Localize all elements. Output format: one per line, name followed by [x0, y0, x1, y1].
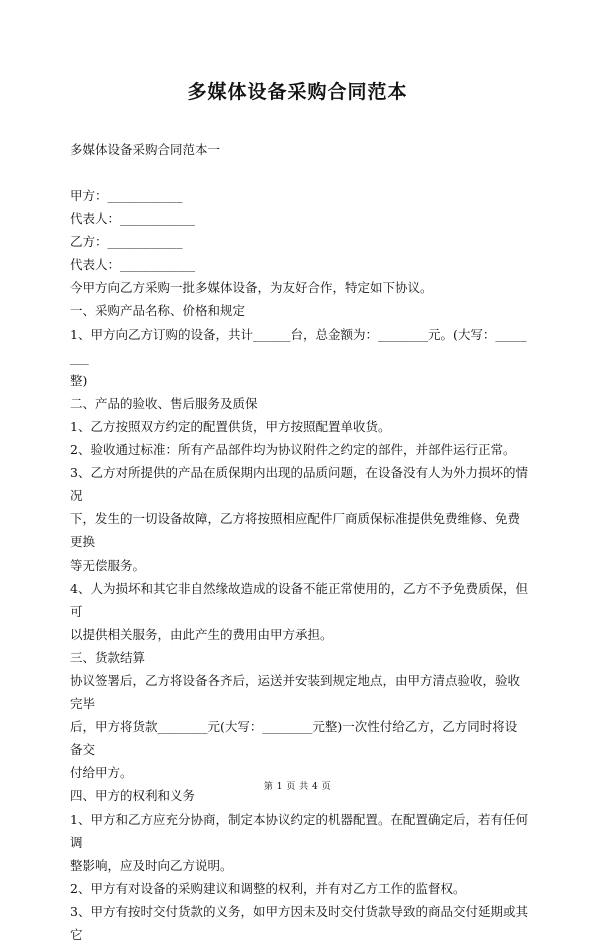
party-a-representative-line: 代表人：____________: [70, 211, 196, 227]
body-line: 1、乙方按照双方约定的配置供货，甲方按照配置单收货。: [70, 418, 391, 434]
page-footer: 第 1 页 共 4 页: [263, 782, 332, 792]
body-line: 付给甲方。: [70, 765, 133, 781]
body-line: 以提供相关服务，由此产生的费用由甲方承担。: [70, 626, 333, 642]
party-b-line: 乙方：____________: [70, 234, 183, 250]
intro-paragraph: 今甲方向乙方采购一批多媒体设备，为友好合作，特定如下协议。: [70, 280, 433, 296]
document-subtitle: 多媒体设备采购合同范本一: [70, 142, 221, 157]
body-line: 2、甲方有对设备的采购建议和调整的权利，并有对乙方工作的监督权。: [70, 880, 466, 896]
section-heading-4: 四、甲方的权利和义务: [70, 788, 196, 804]
body-line: 等无偿服务。: [70, 557, 146, 573]
body-line: 后，甲方将货款________元(大写：________元整)一次性付给乙方，乙方同时将设备交: [70, 719, 518, 758]
section-heading-2: 二、产品的验收、售后服务及质保: [70, 395, 258, 411]
body-line: 3、甲方有按时交付货款的义务，如甲方因未及时交付货款导致的商品交付延期或其它: [70, 903, 528, 942]
body-line: 下，发生的一切设备故障，乙方将按照相应配件厂商质保标准提供免费维修、免费更换: [70, 511, 521, 550]
body-line: 3、乙方对所提供的产品在质保期内出现的品质问题，在设备没有人为外力损坏的情况: [70, 465, 528, 504]
body-line: 1、甲方和乙方应充分协商，制定本协议约定的机器配置。在配置确定后，若有任何调: [70, 811, 528, 850]
body-line: 整): [70, 372, 88, 388]
document-body: [70, 184, 528, 946]
body-line: 4、人为损坏和其它非自然缘故造成的设备不能正常使用的，乙方不予免费质保，但可: [70, 580, 528, 619]
document-title: 多媒体设备采购合同范本: [187, 81, 408, 103]
party-a-line: 甲方：____________: [70, 188, 183, 203]
body-line: 协议签署后，乙方将设备各齐后，运送并安装到规定地点，由甲方清点验收，验收完毕: [70, 672, 521, 712]
body-line: 整影响，应及时向乙方说明。: [70, 857, 233, 873]
section-heading-3: 三、货款结算: [70, 649, 146, 665]
section-heading-1: 一、采购产品名称、价格和规定: [70, 303, 246, 319]
party-b-representative-line: 代表人：____________: [70, 257, 196, 273]
body-line: 1、甲方向乙方订购的设备，共计______台，总金额为：________元。(大写：________: [70, 326, 527, 365]
body-line: 2、验收通过标准：所有产品部件均为协议附件之约定的部件，并部件运行正常。: [70, 442, 516, 458]
